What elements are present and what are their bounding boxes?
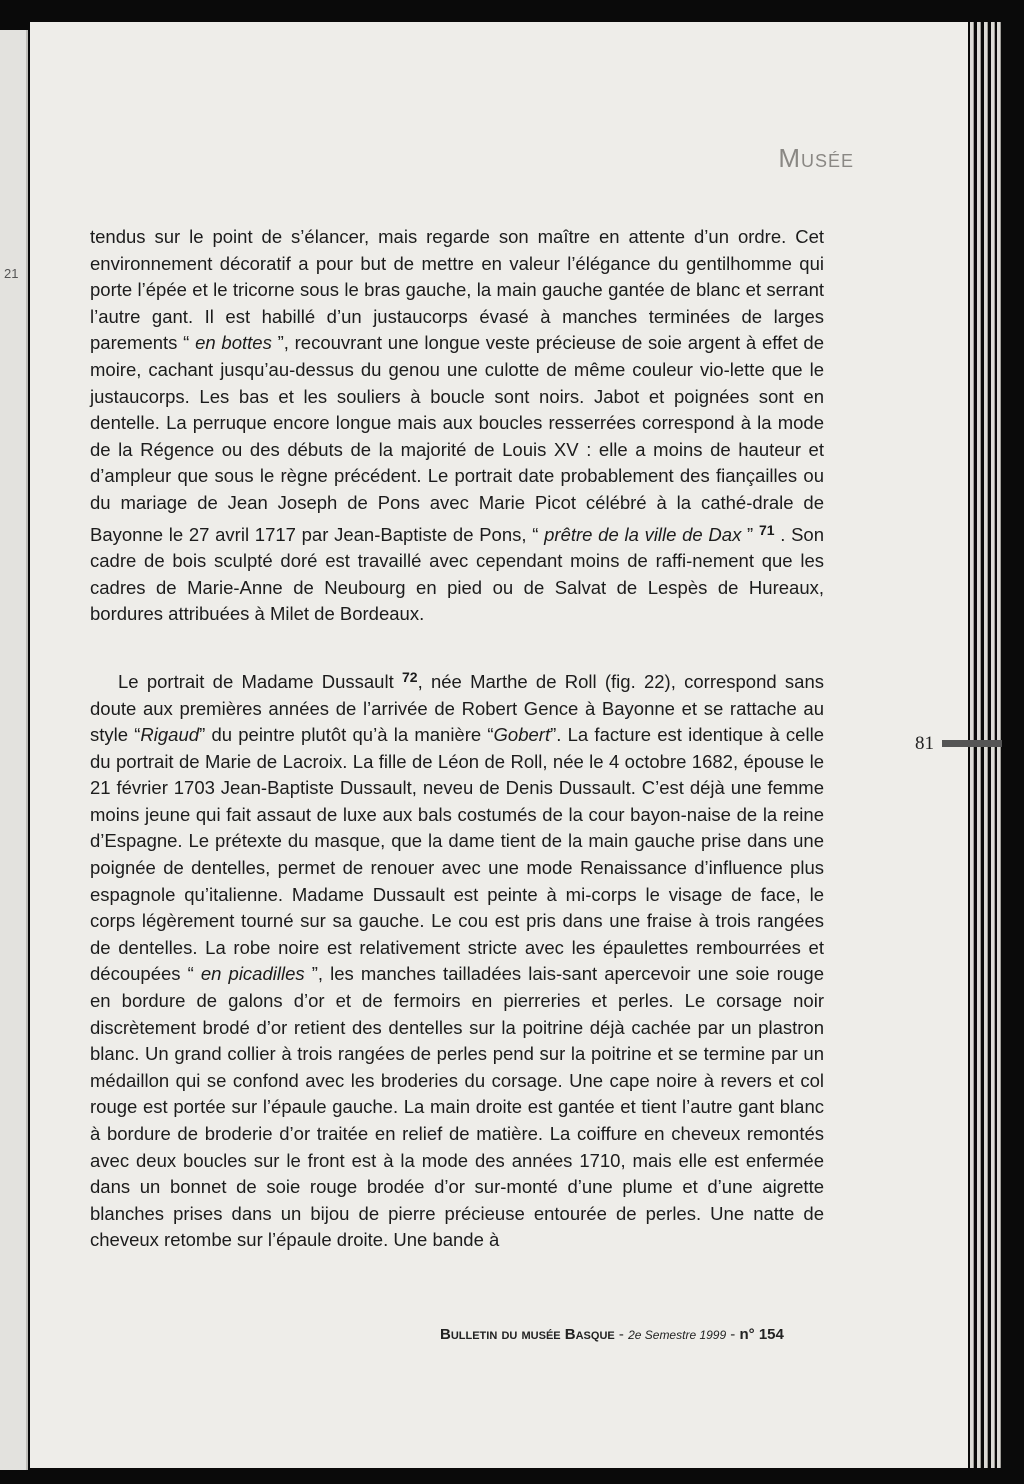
previous-page-number: 21 [4,266,19,281]
previous-page-edge [0,30,28,1470]
footnote-ref-71: 71 [758,521,775,538]
footer: Bulletin du musée Basque - 2e Semestre 1999 - n° 154 [440,1326,784,1343]
footnote-ref-72: 72 [401,668,418,685]
footer-semester: 2e Semestre 1999 [628,1328,727,1342]
footer-issue: n° 154 [739,1326,784,1343]
paragraph-1: tendus sur le point de s’élancer, mais regarde son maître en attente d’un ordre. Cet environnement décoratif a pour but de mettre en valeur l’élégance du gentilhomme qui porte l’épée et le tricorne sous le bras gauche, la main gauche gantée de blanc et serrant l’autre gant. Il est habillé d’un justaucorps évasé à manches terminées de larges parements “ en bottes ”, recouvrant une longue veste précieuse de soie argent à effet de moire, cachant jusqu’au-dessus du genou une culotte de même couleur vio-lette que le justaucorps. Les bas et les souliers à boucle sont noirs. Jabot et poignées sont en dentelle. La perruque encore longue mais aux boucles resserrées correspond à la mode de la Régence ou des débuts de la majorité de Louis XV : elle a moins de hauteur et d’ampleur que sous le règne précédent. Le portrait date probablement des fiançailles ou du mariage de Jean Joseph de Pons avec Marie Picot célébré à la cathé-drale de Bayonne le 27 avril 1717 par Jean-Baptiste de Pons, “ prêtre de la ville de Dax ” $^{71}$ . Son cadre de bois sculpté doré est travaillé avec cependant moins de raffi-nement que les cadres de Marie-Anne de Neubourg en pied ou de Salvat de Lespès de Hureaux, bordures attribuées à Milet de Bordeaux. [90,226,824,625]
section-header: Musée [778,143,854,173]
paragraph-2: Le portrait de Madame Dussault $^{72}$, née Marthe de Roll (fig. 22), correspond sans doute aux premières années de l’arrivée de Robert Gence à Bayonne et se rattache au style “Rigaud” du peintre plutôt qu’à la manière “Gobert”. La facture est identique à celle du portrait de Marie de Lacroix. La fille de Léon de Roll, née le 4 octobre 1682, épouse le 21 février 1703 Jean-Baptiste Dussault, neveu de Denis Dussault. C’est déjà une femme moins jeune qui fait assaut de luxe aux bals costumés de la cour bayon-naise de la reine d’Espagne. Le prétexte du masque, que la dame tient de la main gauche prise dans une poignée de dentelles, permet de renouer avec une mode Renaissance d’influence plus espagnole qu’italienne. Madame Dussault est peinte à mi-corps le visage de face, le corps légèrement tourné sur sa gauche. Le cou est pris dans une fraise à trois rangées de dentelles. La robe noire est relativement stricte avec les épaulettes rembourrées et découpées “ en picadilles ”, les manches tailladées lais-sant apercevoir une soie rouge en bordure de galons d’or et de fermoirs en pierreries et perles. Le corsage noir discrètement brodé d’or retient des dentelles sur la poitrine déjà cachée par un plastron blanc. Un grand collier à trois rangées de perles pend sur la poitrine et se termine par un médaillon qui se confond avec les broderies du corsage. Une cape noire à revers et col rouge est portée sur l’épaule gauche. La main droite est gantée et tient l’autre gant blanc à bordure de broderie d’or traitée en relief de matière. La coiffure en cheveux remontés avec deux boucles sur le front est à la mode des années 1710, mais elle est enfermée dans un bonnet de soie rouge brodée d’or sur-monté d’une plume et d’une aigrette blanches prises dans un bijou de pierre précieuse entourée de perles. Une natte de cheveux retombe sur l’épaule droite. Une bande à [90,668,825,1251]
page-number-tab-marker [942,740,1002,747]
article-body [90,224,824,1254]
footer-title: Bulletin du musée Basque [440,1326,615,1343]
page-number: 81 [915,733,934,754]
